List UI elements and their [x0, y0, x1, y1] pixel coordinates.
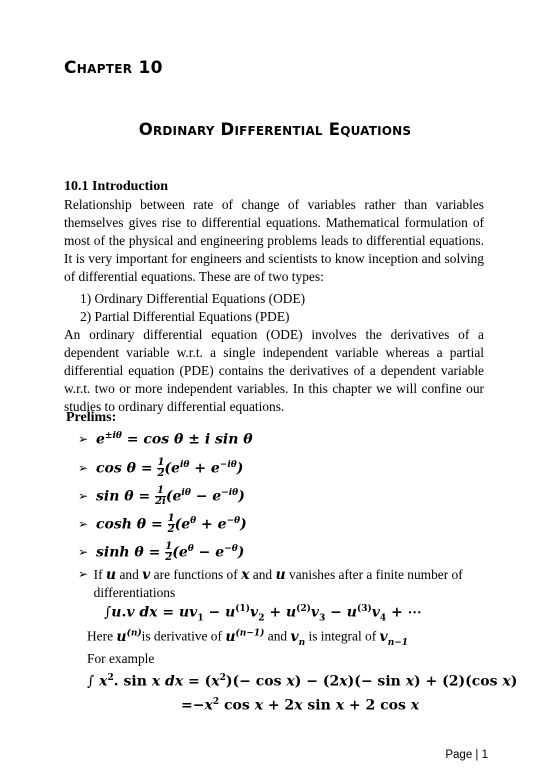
list-item: 2) Partial Differential Equations (PDE): [80, 309, 290, 324]
chapter-title: Ordinary Differential Equations: [138, 120, 412, 139]
chapter-label: Chapter 10: [64, 58, 163, 78]
arrow-bullet-icon: ➢: [78, 461, 89, 475]
types-list: [80, 290, 305, 326]
formula-cosh: [78, 514, 247, 535]
formula-text: $e^{\pm i\theta} = \cos \theta \pm i$ sin θ: [96, 431, 253, 448]
here-line: Here $u^{(n)}is$ derivative of $u^{(n-1)}$ and $v_n$ is integral of $v_{n-1}$: [87, 628, 409, 648]
integration-by-parts-formula: ∫u.v dx = $uv_1 - u^{(1)}v_2 + u^{(2)}v_3 - u^{(3)}v_4$ + ⋯: [104, 604, 422, 624]
formula-text: sin θ = $\frac{1}{2i}$ $(e^{i\theta} - e^{-i\theta})$: [96, 485, 245, 507]
list-item: 1) Ordinary Differential Equations (ODE): [80, 291, 306, 306]
formula-sin: [78, 486, 245, 507]
section-heading: 10.1 Introduction: [64, 179, 168, 194]
formula-text: cos θ = $\frac{1}{2}$ $(e^{i\theta} + e^{-i\theta})$: [96, 457, 244, 479]
example-equation: ∫ $x^2$. sin x dx = $(x^2)(- \cos x) - (2x)(- \sin x) + (2)(\cos$ x): [87, 673, 518, 690]
formula-cos: [78, 458, 243, 479]
arrow-bullet-icon: ➢: [78, 545, 89, 559]
arrow-bullet-icon: ➢: [78, 567, 89, 581]
uv-statement: [78, 566, 488, 601]
formula-text: cosh θ = $\frac{1}{2}$ $(e^\theta + e^{-\theta})$: [96, 513, 247, 535]
ode-paragraph: An ordinary differential equation (ODE) involves the derivatives of a dependent variable w.r.t. a single independent variable whereas a partial differential equation (PDE) contains the derivatives of a dependent variable w.r.t. two or more independent variables. In this chapter we will confine our studies to ordinary differential equations.: [64, 327, 484, 414]
arrow-bullet-icon: ➢: [78, 431, 89, 446]
prelims-heading: Prelims:: [66, 410, 117, 425]
page-number: Page | 1: [445, 749, 488, 761]
formula-text: sinh θ = $\frac{1}{2}$ $(e^\theta - e^{-\theta})$: [96, 541, 245, 563]
uv-text: If u and v are functions of x and u vanishes after a finite number of differentiations: [93, 567, 463, 600]
arrow-bullet-icon: ➢: [78, 517, 89, 531]
intro-paragraph: Relationship between rate of change of variables rather than variables themselves gives rise to differential equations. Mathematical formulation of most of the physical and engineering problems leads to differential equations. It is very important for engineers and scientists to know inception and solving of differential equations. These are of two types:: [64, 197, 484, 284]
formula-euler: [78, 431, 253, 448]
for-example-label: For example: [87, 651, 155, 666]
arrow-bullet-icon: ➢: [78, 489, 89, 503]
formula-sinh: [78, 542, 244, 563]
example-result: $=-x^2$ cos x + 2x sin x + 2 cos x: [181, 697, 420, 714]
